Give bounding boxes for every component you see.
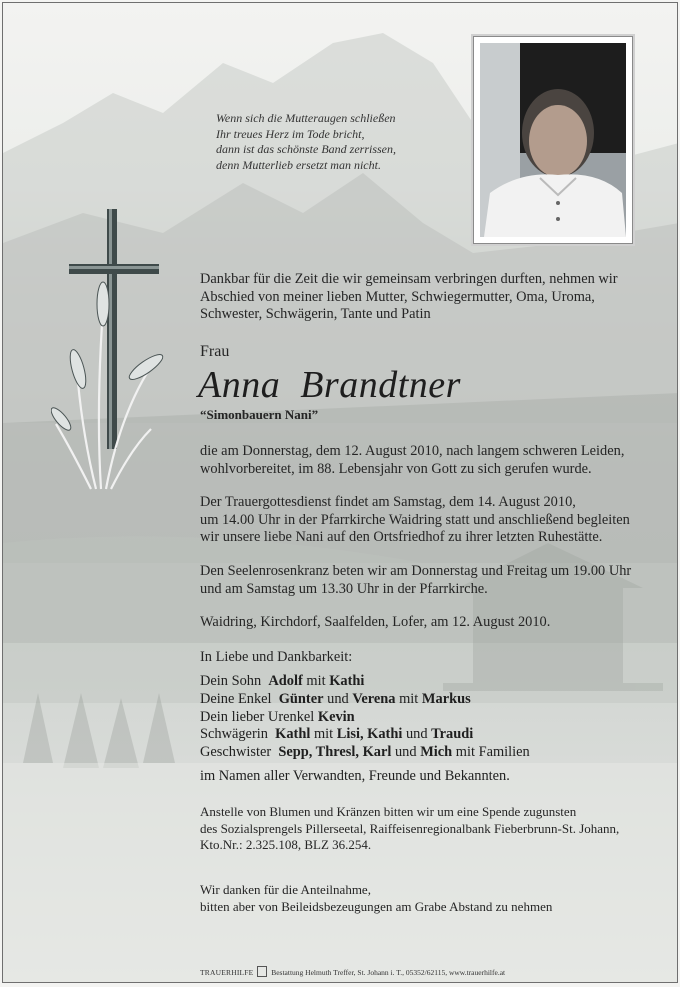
funeral-notice <box>200 494 630 547</box>
connector-text: und <box>327 690 349 707</box>
donation-notice <box>200 804 619 854</box>
relation-label: Deine Enkel <box>200 690 272 707</box>
poem <box>216 111 396 173</box>
connector-text: mit Familien <box>455 744 530 761</box>
family-line-son <box>200 673 530 691</box>
intro-line: Dankbar für die Zeit die wir gemeinsam verbringen durften, nehmen wir <box>200 271 618 287</box>
death-notice-line: wohlvorbereitet, im 88. Lebensjahr von Gott zu sich gerufen wurde. <box>200 460 592 477</box>
relative-name: Traudi <box>431 726 474 743</box>
relation-label: Schwägerin <box>200 726 268 743</box>
funeral-line: um 14.00 Uhr in der Pfarrkirche Waidring statt und anschließend begleiten <box>200 511 630 528</box>
intro-paragraph <box>200 271 618 324</box>
connector-text: mit <box>306 673 326 689</box>
love-line: In Liebe und Dankbarkeit: <box>200 649 353 665</box>
family-line-great-grandchild <box>200 709 530 727</box>
thanks-notice <box>200 882 552 915</box>
family-line-siblings <box>200 744 530 762</box>
relative-name: Verena <box>352 690 396 707</box>
donation-line: Anstelle von Blumen und Kränzen bitten wir um eine Spende zugunsten <box>200 804 577 819</box>
rosary-line: Den Seelenrosenkranz beten wir am Donnerstag und Freitag um 19.00 Uhr <box>200 563 632 579</box>
rosary-notice <box>200 563 631 598</box>
funeral-line: Der Trauergottesdienst findet am Samstag, dem 14. August 2010, <box>200 494 576 510</box>
poem-line: Ihr treues Herz im Tode bricht, <box>216 126 365 141</box>
relation-label: Dein lieber Urenkel <box>200 708 315 725</box>
footer <box>200 966 505 977</box>
connector-text: und <box>405 726 428 743</box>
poem-line: dann ist das schönste Band zerrissen, <box>216 142 396 156</box>
portrait-image <box>480 43 626 237</box>
connector-text: und <box>394 744 417 761</box>
relative-name: Kathi <box>329 673 365 689</box>
deceased-nickname: “Simonbauern Nani” <box>200 407 319 422</box>
funeral-line: wir unsere liebe Nani auf den Ortsfriedhof zu ihrer letzten Ruhestätte. <box>200 529 603 546</box>
relative-name: Adolf <box>268 673 303 689</box>
relative-name: Kathl <box>275 726 311 743</box>
poem-line: denn Mutterlieb ersetzt man nicht. <box>216 157 381 172</box>
relative-name: Markus <box>421 690 471 707</box>
name-prefix: Frau <box>200 343 230 360</box>
relation-label: Dein Sohn <box>200 673 262 689</box>
poem-line: Wenn sich die Mutteraugen schließen <box>216 111 396 125</box>
thanks-line: Wir danken für die Anteilnahme, <box>200 882 371 897</box>
obituary-card <box>2 2 678 983</box>
footer-text: Bestattung Helmuth Treffer, St. Johann i. T., 05352/62115, www.trauerhilfe.at <box>271 968 506 977</box>
intro-line: Abschied von meiner lieben Mutter, Schwiegermutter, Oma, Uroma, <box>200 288 595 305</box>
relation-label: Geschwister <box>200 744 272 761</box>
death-notice-line: die am Donnerstag, dem 12. August 2010, nach langem schweren Leiden, <box>200 443 625 459</box>
thanks-line: bitten aber von Beileidsbezeugungen am Grabe Abstand zu nehmen <box>200 898 553 914</box>
relative-name: Lisi, Kathi <box>336 726 403 743</box>
family-closing: im Namen aller Verwandten, Freunde und Bekannten. <box>200 767 510 784</box>
footer-brand: TRAUERHILFE <box>200 968 254 977</box>
rosary-line: und am Samstag um 13.30 Uhr in der Pfarrkirche. <box>200 580 488 597</box>
relative-name: Mich <box>420 744 453 761</box>
intro-line: Schwester, Schwägerin, Tante und Patin <box>200 306 431 323</box>
relative-name: Günter <box>278 690 324 707</box>
relative-name: Sepp, Thresl, Karl <box>278 744 392 761</box>
deceased-name: Anna Brandtner <box>198 364 461 406</box>
donation-line: Kto.Nr.: 2.325.108, BLZ 36.254. <box>200 837 372 852</box>
connector-text: mit <box>399 690 419 707</box>
cross-wheat-icon <box>51 209 171 499</box>
donation-line: des Sozialsprengels Pillerseetal, Raiffeisenregionalbank Fieberbrunn-St. Johann, <box>200 820 620 836</box>
portrait-photo <box>473 36 633 244</box>
trauerhilfe-logo-icon <box>257 966 267 977</box>
relative-name: Kevin <box>317 708 355 725</box>
connector-text: mit <box>313 726 334 743</box>
family-list <box>200 673 530 786</box>
place-date: Waidring, Kirchdorf, Saalfelden, Lofer, am 12. August 2010. <box>200 614 551 630</box>
death-notice <box>200 443 624 478</box>
family-line-grandchildren <box>200 691 530 709</box>
family-line-sister-in-law <box>200 726 530 744</box>
